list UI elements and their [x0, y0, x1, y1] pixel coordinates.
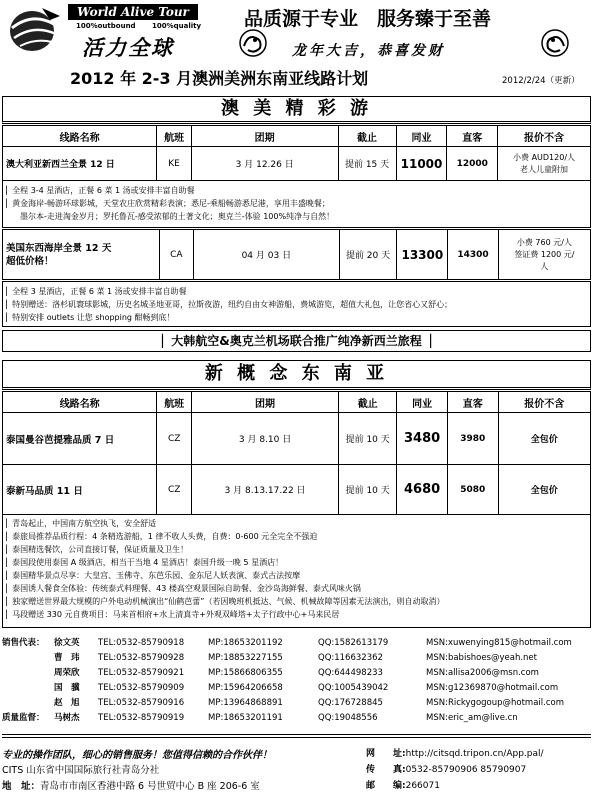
col-trade: 同业 [397, 392, 448, 413]
col-exclusions: 报价不含 [498, 392, 590, 413]
col-deadline: 截止 [338, 126, 396, 147]
col-direct: 直客 [447, 126, 498, 147]
note-line: ▏泰国精华景点尽享：大皇宫、玉佛寺、东芭乐园、金东尼人妖表演、泰式古法按摩 [6, 571, 301, 580]
logo-block [4, 2, 202, 60]
contact-row: 周荣欣 TEL:0532-85790921 MP:15866806355 QQ:644498233 MSN:allisa2006@msn.com [54, 668, 539, 678]
col-dates: 团期 [191, 392, 338, 413]
trade-price: 4680 [397, 465, 448, 515]
contact-row: 赵 旭 TEL:0532-85790916 MP:13964868891 QQ:176728845 MSN:Rickygogoup@hotmail.com [54, 698, 565, 708]
tour-dates: 04 月 03 日 [194, 230, 340, 280]
footer-motto: 专业的操作团队，细心的销售服务！您值得信赖的合作伙伴！ [2, 750, 272, 761]
dragon-left-icon [238, 28, 268, 58]
section1-row1-notes [2, 180, 591, 228]
contact-row: 销售代表： 徐文英 TEL:0532-85790918 MP:18653201192 QQ:1582613179 MSN:xuwenying815@hotmail.com [2, 638, 572, 648]
dragon-right-icon [540, 28, 570, 58]
section1-table [2, 125, 591, 181]
tour-dates: 3 月 12.26 日 [191, 147, 338, 181]
col-deadline: 截止 [339, 392, 397, 413]
logo-brand: World Alive Tour [68, 4, 198, 20]
price-exclusions: 小费 AUD120/人 老人儿童附加 [498, 147, 591, 181]
footer-postcode: 邮 编:266071 [366, 781, 440, 791]
contact-row: 曹 玮 TEL:0532-85790928 MP:18853227155 QQ:116632362 MSN:babishoes@yeah.net [54, 653, 537, 663]
flight-code: CZ [157, 465, 192, 515]
booking-deadline: 提前 10 天 [339, 465, 397, 515]
tour-dates: 3 月 8.13.17.22 日 [191, 465, 338, 515]
table-row [3, 230, 591, 280]
section2-notes [2, 514, 591, 628]
booking-deadline: 提前 15 天 [338, 147, 396, 181]
col-exclusions: 报价不含 [498, 126, 591, 147]
table-row [3, 465, 591, 515]
direct-price: 5080 [447, 465, 498, 515]
section1-header-row [3, 126, 591, 147]
slogan-main: 品质源于专业 服务臻于至善 [244, 8, 492, 30]
trade-price: 13300 [397, 230, 448, 280]
col-flight: 航班 [157, 126, 192, 147]
logo-sub-quality: 100%quality [152, 22, 202, 30]
route-name: 美国东西海岸全景 12 天 超低价格！ [3, 230, 160, 280]
plan-date: 2012/2/24（更新） [502, 76, 580, 86]
direct-price: 14300 [448, 230, 499, 280]
route-name: 泰新马品质 11 日 [3, 465, 157, 515]
booking-deadline: 提前 20 天 [339, 230, 397, 280]
trade-price: 11000 [396, 147, 447, 181]
footer-address: 地 址：青岛市市南区香港中路 6 号世贸中心 B 座 206-6 室 [2, 781, 260, 792]
trade-price: 3480 [397, 413, 448, 465]
note-line: ▏特别赠送：洛杉矶寰球影城，历史名城圣地亚哥，拉斯夜游，纽约自由女神游船，费城游览，超值大礼包，让您省心又舒心； [6, 300, 453, 309]
table-row [3, 147, 591, 181]
footer-divider [2, 734, 591, 738]
slogan-new-year: 龙年大吉，恭喜发财 [292, 43, 445, 59]
section1-row2-notes [2, 281, 591, 327]
table-row [3, 413, 591, 465]
col-route: 线路名称 [3, 126, 157, 147]
note-line: ▏黄金海岸-畅游环球影城，天堂农庄欣赏精彩表演；悉尼-乘船畅游悉尼港，享用丰盛晚餐； [6, 199, 330, 208]
direct-price: 3980 [447, 413, 498, 465]
section2-table [2, 391, 591, 515]
promo-banner: ▏大韩航空&奥克兰机场联合推广纯净新西兰旅程▕ [2, 330, 591, 352]
logo-chinese: 活力全球 [82, 36, 174, 60]
note-line: ▏全程 3 星酒店，正餐 6 菜 1 汤或安排丰富自助餐 [6, 287, 187, 296]
col-trade: 同业 [396, 126, 447, 147]
contact-row: 质量监督： 马树杰 TEL:0532-85790919 MP:18653201191 QQ:19048556 MSN:eric_am@live.cn [2, 713, 518, 723]
col-direct: 直客 [447, 392, 498, 413]
note-line: ▏独家赠送世界最大规模的户外电动机械演出“仙鹤芭蕾”（若因晚班机抵达、气候、机械故障等因素无法演出，则自动取消） [6, 597, 445, 606]
plan-title: 2012 年 2-3 月澳洲美洲东南亚线路计划 [70, 69, 369, 88]
note-line: 墨尔本-走进淘金岁月；罗托鲁瓦-感受浓郁的土著文化；奥克兰-体验 100%纯净与自然！ [20, 212, 335, 221]
note-line: ▏青岛起止，中国南方航空执飞，安全舒适 [6, 519, 157, 528]
note-line: ▏泰国段使用泰国 A 级酒店，相当于当地 4 星酒店！泰国升级一晚 5 星酒店！ [6, 558, 284, 567]
footer-web: 网 址:http://citsqd.tripon.cn/App.pal/ [366, 749, 544, 759]
tour-dates: 3 月 8.10 日 [191, 413, 338, 465]
logo-sub-outbound: 100%outbound [76, 22, 136, 30]
price-exclusions: 全包价 [498, 465, 590, 515]
note-line: ▏泰国诱人餐食全体验：传统泰式料理餐、43 楼高空观景国际自助餐、金沙岛海鲜餐、泰式风味火锅 [6, 584, 361, 593]
note-line: ▏全程 3-4 星酒店，正餐 6 菜 1 汤或安排丰富自助餐 [6, 186, 195, 195]
flight-code: CA [159, 230, 193, 280]
section2-banner: 新 概 念 东 南 亚 [2, 360, 591, 390]
section2-header-row [3, 392, 591, 413]
flight-code: CZ [157, 413, 192, 465]
footer-company: CITS 山东省中国国际旅行社青岛分社 [2, 765, 160, 776]
col-route: 线路名称 [3, 392, 157, 413]
route-name: 澳大利亚新西兰全景 12 日 [3, 147, 157, 181]
section1-banner: 澳 美 精 彩 游 [2, 96, 591, 124]
col-dates: 团期 [191, 126, 338, 147]
footer-fax: 传 真:0532-85790906 85790907 [366, 765, 527, 775]
price-exclusions: 全包价 [498, 413, 590, 465]
note-line: ▏马段赠送 330 元自费项目：马来首相府+水上清真寺+外观双峰塔+太子行政中心+马来民居 [6, 610, 340, 619]
direct-price: 12000 [447, 147, 498, 181]
note-line: ▏特别安排 outlets 让您 shopping 酣畅到底！ [6, 313, 175, 322]
route-name: 泰国曼谷芭提雅品质 7 日 [3, 413, 157, 465]
note-line: ▏泰旅局推荐品质行程：4 条精选游船，1 律不收人头费，自费：0-600 元全完全不强迫 [6, 532, 318, 541]
contacts-block [2, 636, 591, 726]
booking-deadline: 提前 10 天 [339, 413, 397, 465]
flight-code: KE [157, 147, 192, 181]
price-exclusions: 小费 760 元/人 签证费 1200 元/ 人 [498, 230, 590, 280]
note-line: ▏泰国精选餐饮，公司直接订餐，保证质量及卫生！ [6, 545, 189, 554]
contact-row: 国 骥 TEL:0532-85790909 MP:15964206658 QQ:1005439042 MSN:g12369870@hotmail.com [54, 683, 559, 693]
col-flight: 航班 [157, 392, 192, 413]
globe-logo-icon [6, 6, 62, 56]
website-link[interactable]: http://citsqd.tripon.cn/App.pal/ [405, 749, 544, 759]
section1-table-row2 [2, 229, 591, 280]
